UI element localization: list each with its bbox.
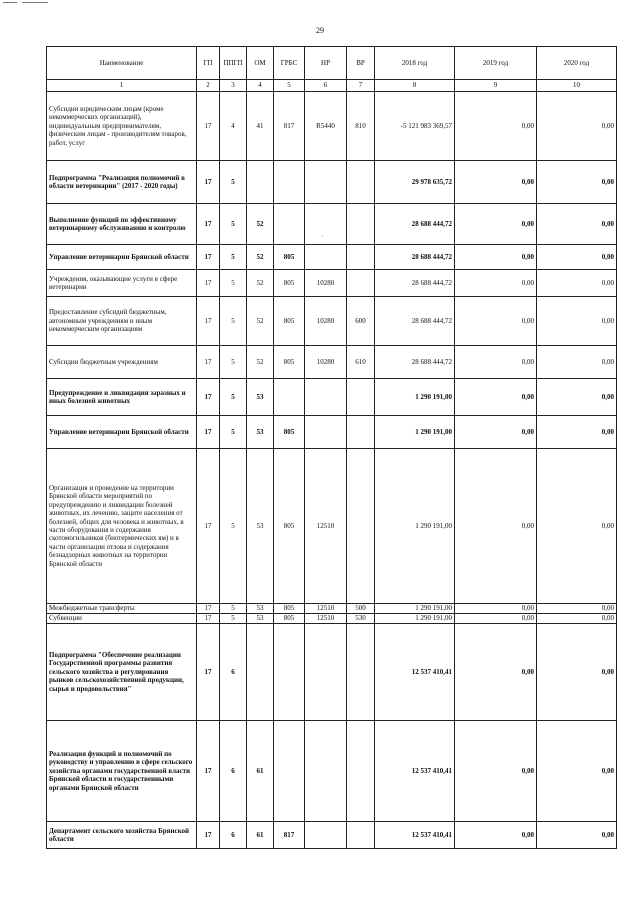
cell-ppgp: 5	[220, 245, 247, 270]
cell-om: 53	[247, 604, 274, 614]
cell-om: 52	[247, 297, 274, 346]
cell-name: Реализация функций и полномочий по руководству и управлению в сфере сельского хозяйства органами государственной власти Брянской области и государственными органами Брянской области	[47, 721, 197, 822]
cell-grbs	[274, 379, 305, 416]
cell-name: Подпрограмма "Реализация полномочий в области ветеринарии" (2017 - 2020 годы)	[47, 161, 197, 204]
cell-y2019: 0,00	[455, 614, 537, 624]
cell-y2018: -5 121 983 369,57	[375, 92, 455, 161]
cell-y2020: 0,00	[537, 379, 617, 416]
column-number: 7	[347, 80, 375, 92]
cell-y2019: 0,00	[455, 92, 537, 161]
column-number: 2	[197, 80, 220, 92]
cell-gp: 17	[197, 624, 220, 721]
cell-nr: 10280	[305, 346, 347, 379]
cell-nr	[305, 416, 347, 449]
header-2020: 2020 год	[537, 47, 617, 80]
cell-om: 41	[247, 92, 274, 161]
cell-ppgp: 6	[220, 721, 247, 822]
cell-gp: 17	[197, 245, 220, 270]
cell-nr	[305, 245, 347, 270]
cell-vr	[347, 204, 375, 245]
cell-om: 52	[247, 245, 274, 270]
cell-y2020: 0,00	[537, 604, 617, 614]
cell-gp: 17	[197, 297, 220, 346]
cell-nr: 10280	[305, 270, 347, 297]
cell-y2020: 0,00	[537, 721, 617, 822]
cell-y2019: 0,00	[455, 449, 537, 604]
cell-y2019: 0,00	[455, 416, 537, 449]
cell-ppgp: 5	[220, 204, 247, 245]
cell-y2020: 0,00	[537, 245, 617, 270]
cell-nr	[305, 204, 347, 245]
cell-name: Межбюджетные трансферты	[47, 604, 197, 614]
table-row	[47, 822, 617, 849]
cell-gp: 17	[197, 270, 220, 297]
corner-scan-mark	[0, 0, 52, 6]
cell-om: 52	[247, 270, 274, 297]
cell-grbs: 805	[274, 245, 305, 270]
cell-om: 52	[247, 346, 274, 379]
table-row	[47, 604, 617, 614]
cell-y2019: 0,00	[455, 346, 537, 379]
cell-y2019: 0,00	[455, 297, 537, 346]
cell-y2019: 0,00	[455, 204, 537, 245]
cell-ppgp: 5	[220, 161, 247, 204]
cell-gp: 17	[197, 204, 220, 245]
header-vr: ВР	[347, 47, 375, 80]
cell-name: Субвенции	[47, 614, 197, 624]
cell-om: 53	[247, 614, 274, 624]
cell-vr	[347, 245, 375, 270]
cell-y2018: 1 290 191,00	[375, 614, 455, 624]
table-row	[47, 614, 617, 624]
cell-y2020: 0,00	[537, 624, 617, 721]
cell-vr	[347, 379, 375, 416]
cell-gp: 17	[197, 604, 220, 614]
cell-y2020: 0,00	[537, 297, 617, 346]
cell-name: Учреждения, оказывающие услуги в сфере ветеринарии	[47, 270, 197, 297]
cell-grbs: 805	[274, 297, 305, 346]
cell-ppgp: 5	[220, 614, 247, 624]
cell-nr: 10280	[305, 297, 347, 346]
cell-y2020: 0,00	[537, 449, 617, 604]
header-grbs: ГРБС	[274, 47, 305, 80]
cell-y2019: 0,00	[455, 721, 537, 822]
cell-grbs: 805	[274, 449, 305, 604]
table-row	[47, 721, 617, 822]
table-row	[47, 346, 617, 379]
cell-ppgp: 5	[220, 604, 247, 614]
header-om: ОМ	[247, 47, 274, 80]
cell-grbs	[274, 204, 305, 245]
cell-om: 61	[247, 822, 274, 849]
cell-y2020: 0,00	[537, 822, 617, 849]
cell-y2019: 0,00	[455, 822, 537, 849]
cell-y2018: 28 688 444,72	[375, 270, 455, 297]
cell-gp: 17	[197, 346, 220, 379]
cell-vr	[347, 624, 375, 721]
cell-y2020: 0,00	[537, 92, 617, 161]
cell-grbs: 805	[274, 614, 305, 624]
table-row	[47, 204, 617, 245]
cell-y2018: 1 290 191,00	[375, 416, 455, 449]
cell-y2019: 0,00	[455, 245, 537, 270]
cell-gp: 17	[197, 721, 220, 822]
cell-gp: 17	[197, 379, 220, 416]
column-number-row	[47, 80, 617, 92]
cell-vr	[347, 449, 375, 604]
cell-vr: 810	[347, 92, 375, 161]
page-number: 29	[316, 26, 324, 35]
cell-nr	[305, 161, 347, 204]
cell-name: Субсидии бюджетным учреждениям	[47, 346, 197, 379]
cell-nr: R5440	[305, 92, 347, 161]
cell-gp: 17	[197, 614, 220, 624]
cell-nr: 12510	[305, 604, 347, 614]
cell-om	[247, 161, 274, 204]
cell-name: Субсидии юридическим лицам (кроме некоммерческих организаций), индивидуальным предпринимателям, физическим лицам - производителям товаров, работ, услуг	[47, 92, 197, 161]
cell-nr	[305, 624, 347, 721]
cell-vr	[347, 721, 375, 822]
column-number: 10	[537, 80, 617, 92]
cell-gp: 17	[197, 416, 220, 449]
column-number: 4	[247, 80, 274, 92]
cell-nr	[305, 379, 347, 416]
column-number: 9	[455, 80, 537, 92]
cell-grbs: 817	[274, 822, 305, 849]
column-number: 8	[375, 80, 455, 92]
cell-om: 53	[247, 449, 274, 604]
cell-ppgp: 5	[220, 270, 247, 297]
cell-y2019: 0,00	[455, 624, 537, 721]
cell-ppgp: 5	[220, 416, 247, 449]
cell-gp: 17	[197, 449, 220, 604]
cell-vr: 610	[347, 346, 375, 379]
cell-y2020: 0,00	[537, 416, 617, 449]
cell-ppgp: 5	[220, 346, 247, 379]
cell-vr: 500	[347, 604, 375, 614]
cell-vr	[347, 416, 375, 449]
column-number: 3	[220, 80, 247, 92]
cell-ppgp: 6	[220, 624, 247, 721]
cell-gp: 17	[197, 161, 220, 204]
table-row	[47, 379, 617, 416]
cell-ppgp: 5	[220, 297, 247, 346]
cell-y2019: 0,00	[455, 379, 537, 416]
cell-ppgp: 4	[220, 92, 247, 161]
cell-grbs	[274, 721, 305, 822]
cell-y2018: 12 537 410,41	[375, 624, 455, 721]
cell-name: Департамент сельского хозяйства Брянской области	[47, 822, 197, 849]
cell-y2018: 28 688 444,72	[375, 245, 455, 270]
header-2019: 2019 год	[455, 47, 537, 80]
cell-om: 61	[247, 721, 274, 822]
cell-om: 52	[247, 204, 274, 245]
header-nr: НР	[305, 47, 347, 80]
cell-y2018: 12 537 410,41	[375, 721, 455, 822]
cell-vr	[347, 270, 375, 297]
header-gp: ГП	[197, 47, 220, 80]
budget-table	[46, 46, 617, 849]
cell-nr: 12510	[305, 449, 347, 604]
cell-name: Предупреждение и ликвидация заразных и иных болезней животных	[47, 379, 197, 416]
table-body	[47, 92, 617, 849]
cell-ppgp: 6	[220, 822, 247, 849]
cell-nr	[305, 822, 347, 849]
cell-grbs: 805	[274, 346, 305, 379]
header-ppgp: ППГП	[220, 47, 247, 80]
cell-grbs: 817	[274, 92, 305, 161]
scan-tick-mark: ˎ	[321, 229, 324, 237]
table-row	[47, 449, 617, 604]
header-name: Наименование	[47, 47, 197, 80]
table-row	[47, 270, 617, 297]
header-2018: 2018 год	[375, 47, 455, 80]
cell-ppgp: 5	[220, 379, 247, 416]
cell-y2018: 1 290 191,00	[375, 604, 455, 614]
cell-y2020: 0,00	[537, 614, 617, 624]
cell-name: Управление ветеринарии Брянской области	[47, 245, 197, 270]
cell-vr	[347, 161, 375, 204]
cell-y2018: 12 537 410,41	[375, 822, 455, 849]
cell-y2019: 0,00	[455, 604, 537, 614]
cell-y2018: 29 978 635,72	[375, 161, 455, 204]
cell-name: Подпрограмма "Обеспечение реализации Государственной программы развития сельского хозяйства и регулирования рынков сельскохозяйственной продукции, сырья и продовольствия"	[47, 624, 197, 721]
table-row	[47, 92, 617, 161]
cell-y2018: 28 688 444,72	[375, 204, 455, 245]
cell-om: 53	[247, 416, 274, 449]
cell-name: Управление ветеринарии Брянской области	[47, 416, 197, 449]
cell-grbs: 805	[274, 416, 305, 449]
cell-vr: 600	[347, 297, 375, 346]
cell-y2018: 28 688 444,72	[375, 346, 455, 379]
cell-y2018: 1 290 191,00	[375, 379, 455, 416]
table-row	[47, 416, 617, 449]
cell-y2020: 0,00	[537, 161, 617, 204]
cell-name: Предоставление субсидий бюджетным, автономным учреждениям и иным некоммерческим организациям	[47, 297, 197, 346]
column-number: 1	[47, 80, 197, 92]
table-row	[47, 624, 617, 721]
cell-grbs: 805	[274, 270, 305, 297]
cell-om	[247, 624, 274, 721]
cell-nr: 12510	[305, 614, 347, 624]
cell-grbs	[274, 624, 305, 721]
cell-y2020: 0,00	[537, 346, 617, 379]
cell-gp: 17	[197, 92, 220, 161]
column-number: 6	[305, 80, 347, 92]
table-row	[47, 297, 617, 346]
cell-nr	[305, 721, 347, 822]
table-row	[47, 161, 617, 204]
cell-grbs: 805	[274, 604, 305, 614]
cell-y2019: 0,00	[455, 161, 537, 204]
cell-gp: 17	[197, 822, 220, 849]
cell-om: 53	[247, 379, 274, 416]
cell-y2019: 0,00	[455, 270, 537, 297]
cell-vr: 530	[347, 614, 375, 624]
column-number: 5	[274, 80, 305, 92]
cell-name: Выполнение функций по эффективному ветеринарному обслуживанию и контролю	[47, 204, 197, 245]
cell-y2020: 0,00	[537, 270, 617, 297]
cell-y2018: 28 688 444,72	[375, 297, 455, 346]
table-header-row	[47, 47, 617, 80]
cell-name: Организация и проведение на территории Брянской области мероприятий по предупреждению и ликвидации болезней животных, их лечению, защите населения от болезней, общих для человека и животных, в части оборудования и содержания скотомогильников (биотермических ям) и в части организации отлова и содержания безнадзорных животных на территории Брянской области	[47, 449, 197, 604]
cell-grbs	[274, 161, 305, 204]
cell-y2018: 1 290 191,00	[375, 449, 455, 604]
cell-ppgp: 5	[220, 449, 247, 604]
table-row	[47, 245, 617, 270]
cell-vr	[347, 822, 375, 849]
cell-y2020: 0,00	[537, 204, 617, 245]
